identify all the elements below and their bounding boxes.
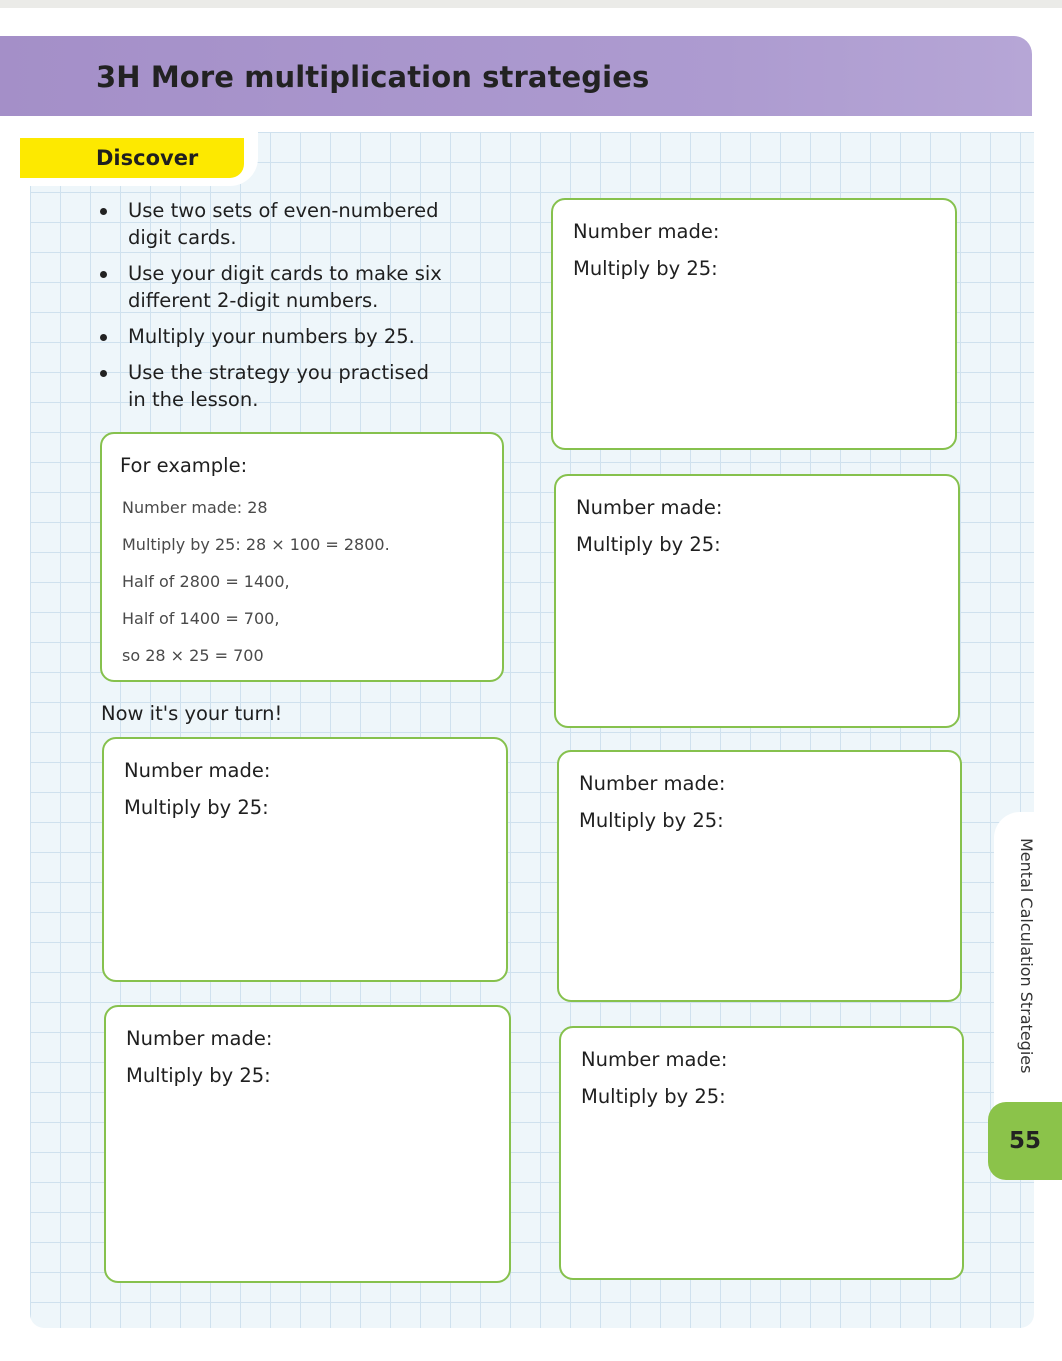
discover-instructions bbox=[98, 197, 448, 422]
discover-label: Discover bbox=[20, 138, 244, 178]
multiply-label: Multiply by 25: bbox=[126, 1064, 271, 1087]
page-number: 55 bbox=[988, 1102, 1062, 1180]
number-made-label: Number made: bbox=[124, 759, 271, 782]
instruction-item: Use your digit cards to make six different 2-digit numbers. bbox=[98, 260, 448, 314]
answer-box[interactable] bbox=[559, 1026, 964, 1280]
number-made-label: Number made: bbox=[573, 220, 720, 243]
multiply-label: Multiply by 25: bbox=[124, 796, 269, 819]
multiply-label: Multiply by 25: bbox=[573, 257, 718, 280]
example-line: Half of 2800 = 1400, bbox=[122, 572, 290, 591]
multiply-label: Multiply by 25: bbox=[581, 1085, 726, 1108]
page-title: 3H More multiplication strategies bbox=[96, 60, 650, 94]
chapter-label: Mental Calculation Strategies bbox=[1017, 838, 1036, 1074]
answer-box[interactable] bbox=[557, 750, 962, 1002]
answer-box[interactable] bbox=[104, 1005, 511, 1283]
example-title: For example: bbox=[120, 454, 248, 477]
instruction-item: Use two sets of even-numbered digit cards. bbox=[98, 197, 448, 251]
multiply-label: Multiply by 25: bbox=[576, 533, 721, 556]
answer-box[interactable] bbox=[554, 474, 960, 728]
number-made-label: Number made: bbox=[576, 496, 723, 519]
instruction-item: Multiply your numbers by 25. bbox=[98, 323, 448, 350]
answer-box[interactable] bbox=[102, 737, 508, 982]
multiply-label: Multiply by 25: bbox=[579, 809, 724, 832]
example-line: Half of 1400 = 700, bbox=[122, 609, 280, 628]
turn-prompt: Now it's your turn! bbox=[101, 702, 283, 725]
number-made-label: Number made: bbox=[581, 1048, 728, 1071]
number-made-label: Number made: bbox=[579, 772, 726, 795]
top-strip bbox=[0, 0, 1062, 8]
instruction-item: Use the strategy you practised in the lesson. bbox=[98, 359, 448, 413]
answer-box[interactable] bbox=[551, 198, 957, 450]
example-line: Multiply by 25: 28 × 100 = 2800. bbox=[122, 535, 390, 554]
example-line: Number made: 28 bbox=[122, 498, 268, 517]
example-box bbox=[100, 432, 504, 682]
example-line: so 28 × 25 = 700 bbox=[122, 646, 264, 665]
number-made-label: Number made: bbox=[126, 1027, 273, 1050]
